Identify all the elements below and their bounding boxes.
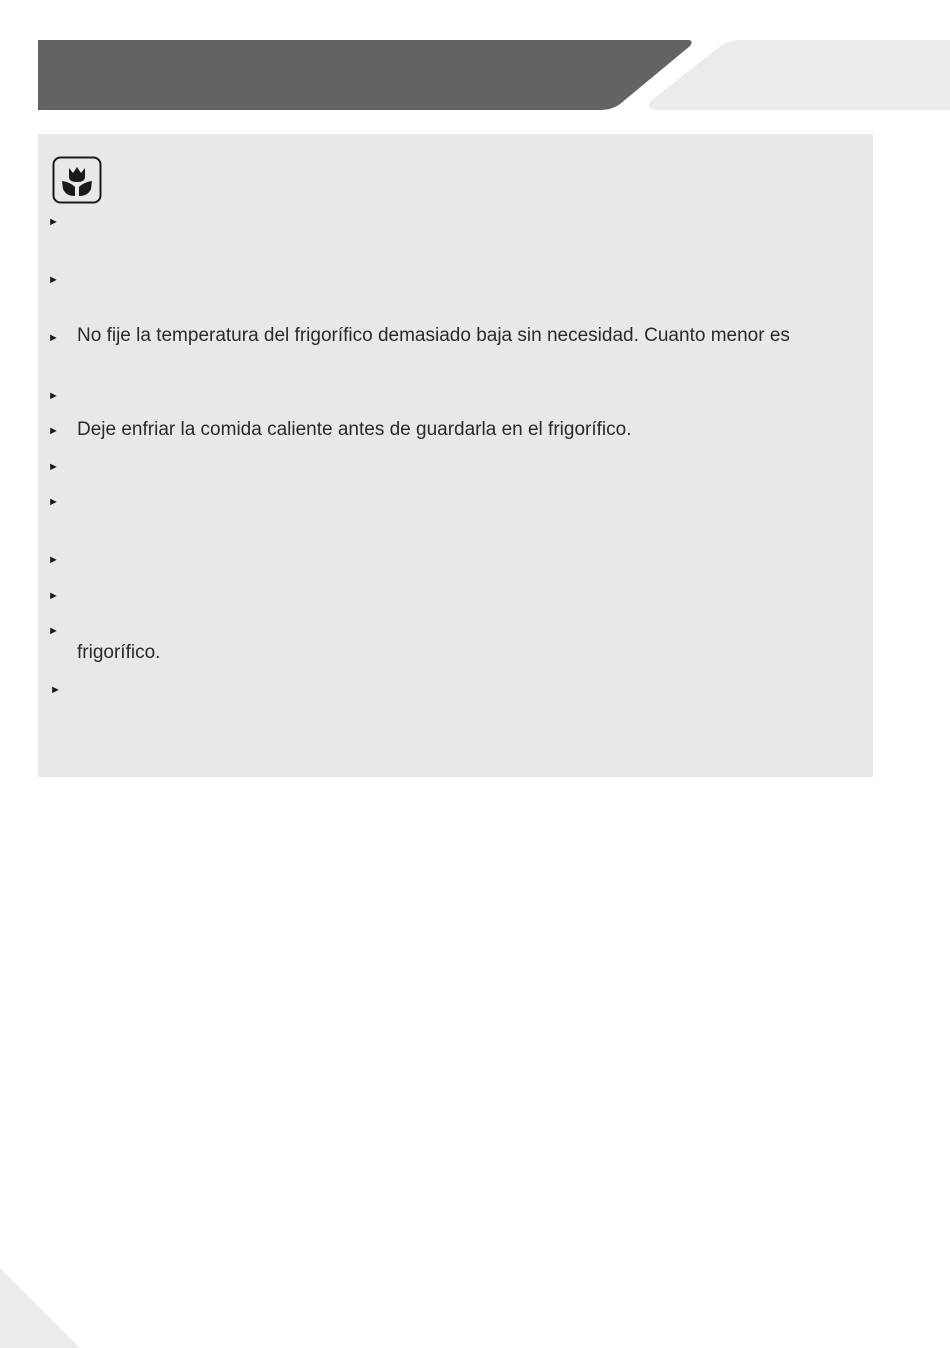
bullet-marker: ► <box>48 461 59 473</box>
bullet-marker: ► <box>48 216 59 228</box>
list-item-continuation: frigorífico. <box>77 642 161 663</box>
bullet-marker: ► <box>48 274 59 286</box>
bullet-marker: ► <box>48 554 59 566</box>
bullet-marker: ► <box>48 590 59 602</box>
bullet-marker: ► <box>48 390 59 402</box>
header-side-tab <box>649 40 950 110</box>
bullet-marker: ► <box>48 332 59 344</box>
bullet-marker: ► <box>50 684 61 696</box>
eco-tulip-icon <box>52 156 102 204</box>
header-title-band <box>38 40 692 110</box>
bullet-marker: ► <box>48 425 59 437</box>
list-item-text: Deje enfriar la comida caliente antes de guardarla en el frigorífico. <box>77 419 632 440</box>
bullet-marker: ► <box>48 496 59 508</box>
page-corner-decoration <box>0 1218 90 1348</box>
header-bar <box>0 0 950 120</box>
list-item-text: No fije la temperatura del frigorífico demasiado baja sin necesidad. Cuanto menor es <box>77 325 790 346</box>
energy-saving-tips-panel <box>38 134 873 777</box>
bullet-marker: ► <box>48 625 59 637</box>
